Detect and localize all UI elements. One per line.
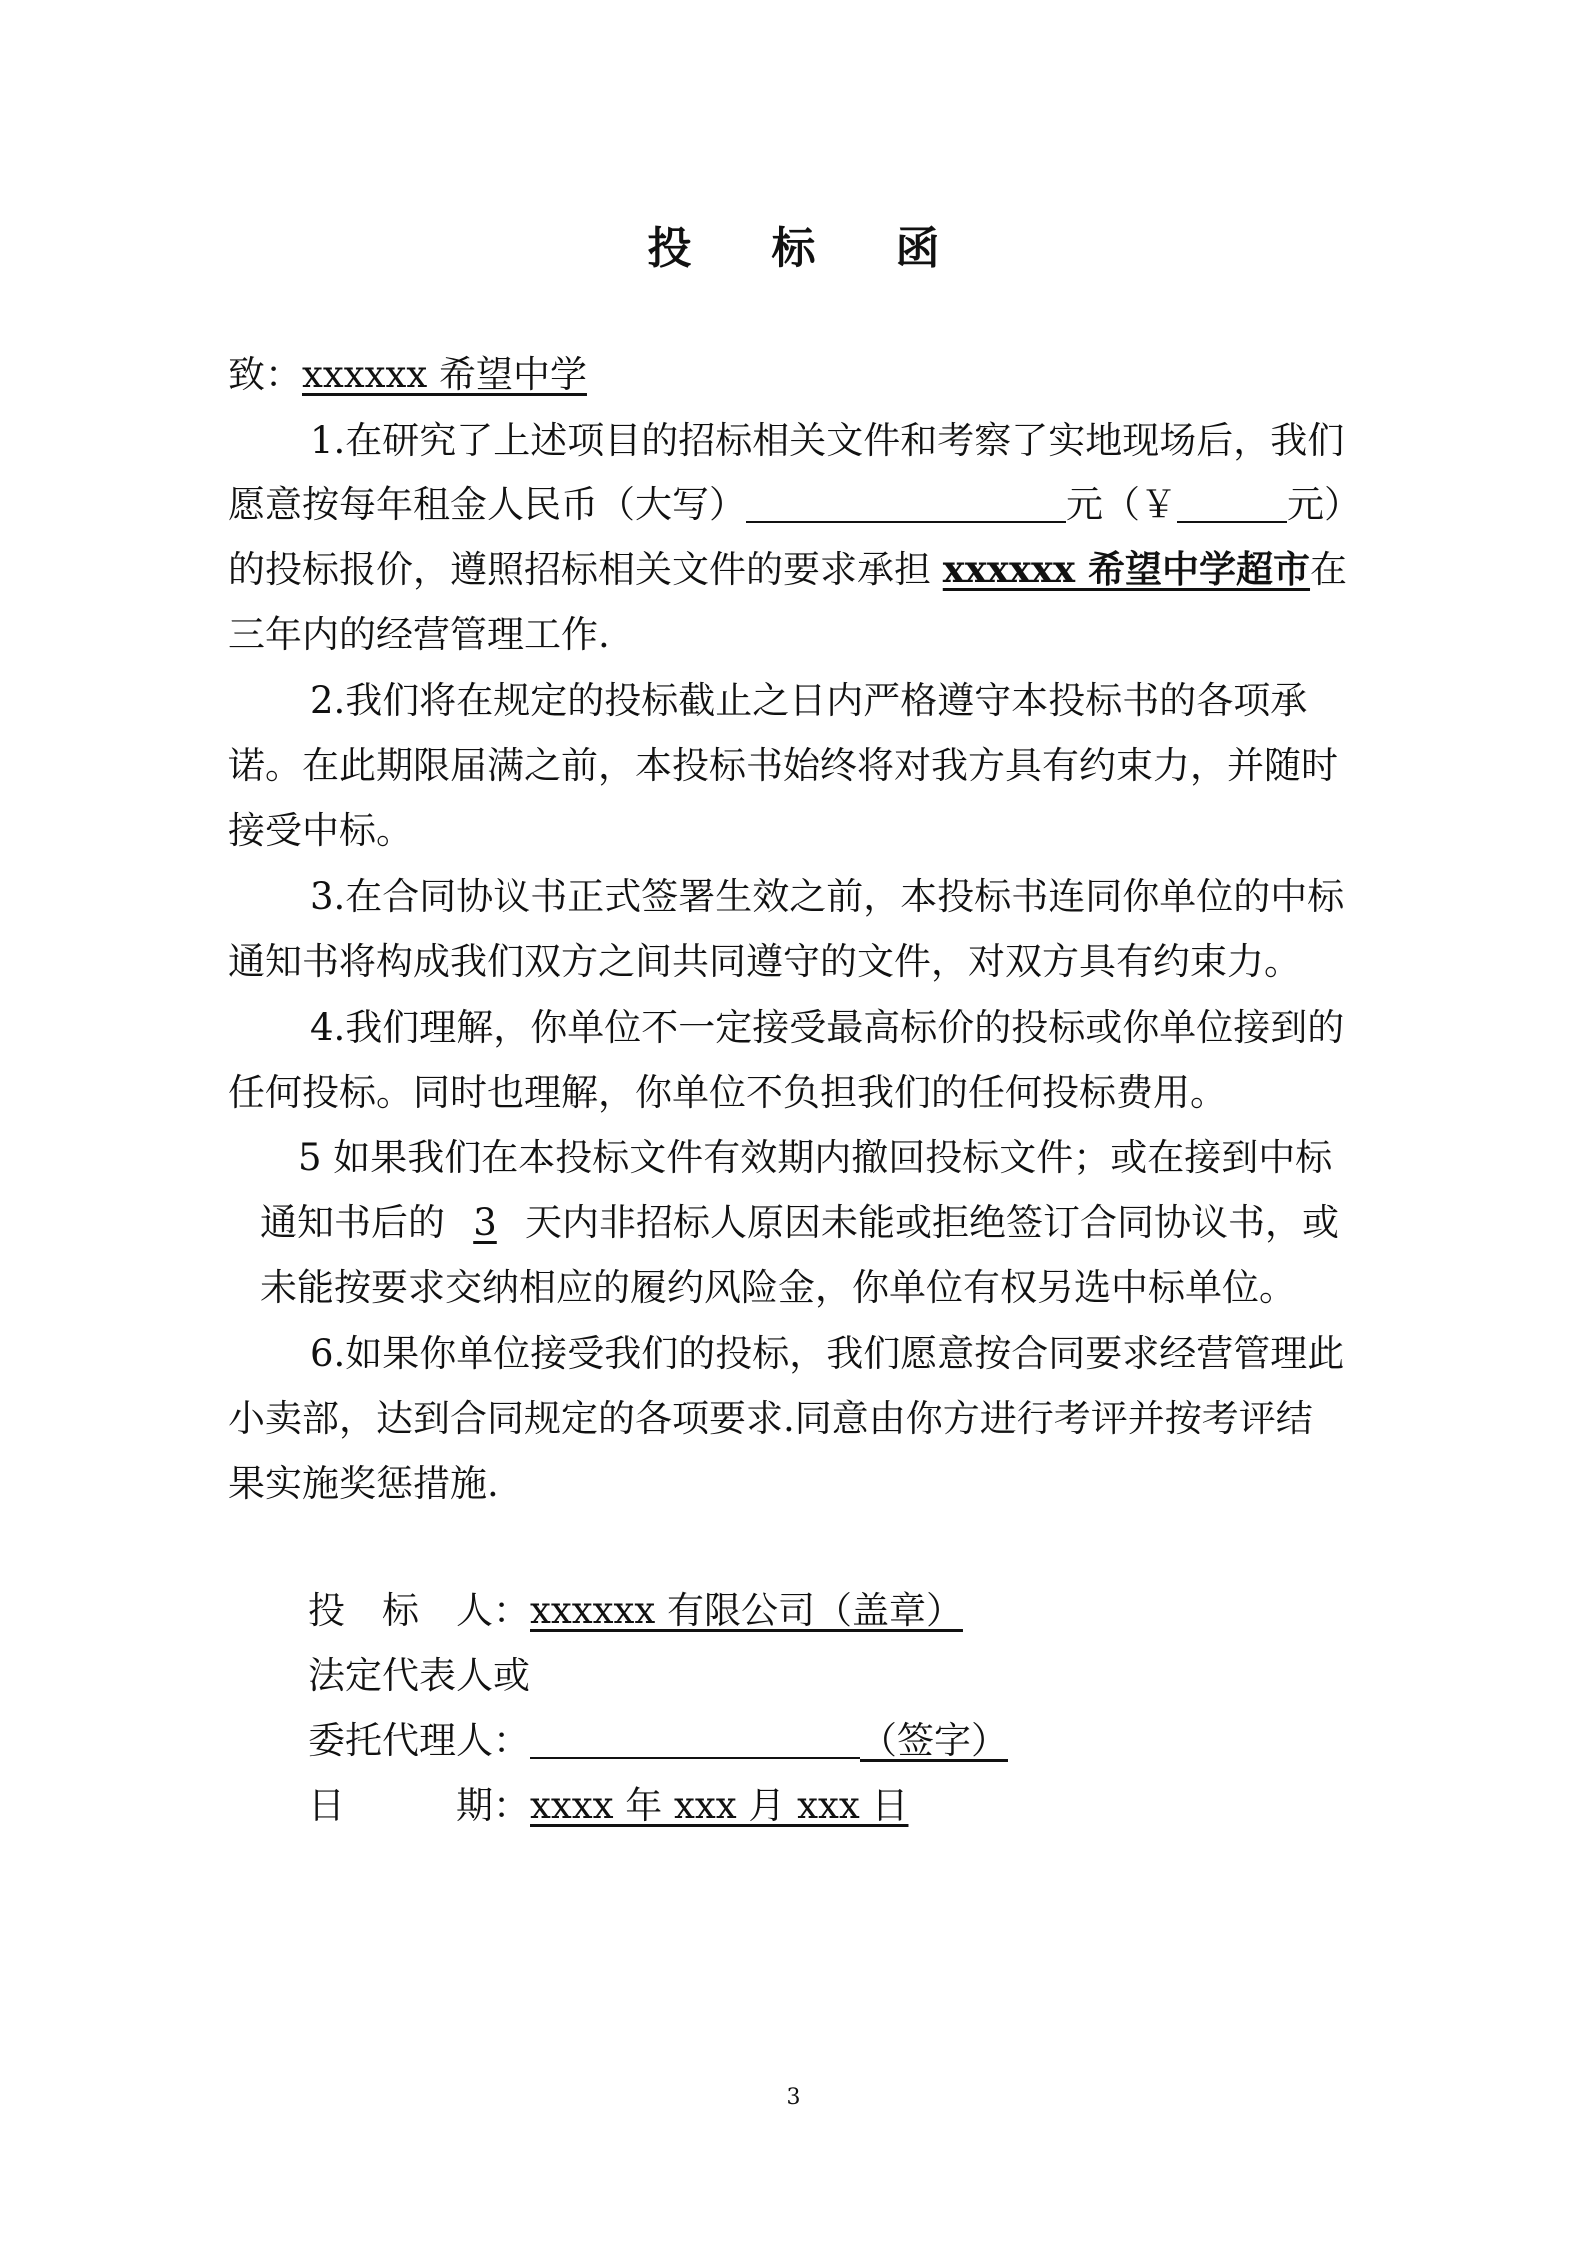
- p1-line3-c: 在: [1310, 548, 1348, 591]
- amount-number-blank: [1177, 477, 1287, 523]
- title-char: 投: [647, 223, 692, 274]
- date-line: [308, 1775, 908, 1829]
- p5-line2: [260, 1192, 1339, 1246]
- p6-line1: 6.如果你单位接受我们的投标，我们愿意按合同要求经营管理此: [310, 1332, 1345, 1375]
- days-value: 3: [473, 1201, 497, 1244]
- title-char: 函: [895, 223, 940, 274]
- legal-rep-line: 法定代表人或: [308, 1654, 530, 1697]
- p5-line1: 5 如果我们在本投标文件有效期内撤回投标文件；或在接到中标: [298, 1136, 1333, 1179]
- addressee-line: [228, 344, 587, 398]
- p6-line2: 小卖部，达到合同规定的各项要求.同意由你方进行考评并按考评结: [228, 1397, 1313, 1440]
- bidder-value: xxxxxx 有限公司（盖章）: [530, 1589, 963, 1632]
- p5-line2-a: 通知书后的: [260, 1201, 445, 1244]
- project-name: xxxxxx 希望中学超市: [942, 547, 1311, 591]
- addressee-prefix: 致：: [228, 353, 302, 396]
- p1-line4: 三年内的经营管理工作.: [228, 613, 610, 656]
- amount-words-blank: [746, 477, 1066, 523]
- p3-line1: 3.在合同协议书正式签署生效之前，本投标书连同你单位的中标: [310, 875, 1345, 918]
- p6-line3: 果实施奖惩措施.: [228, 1462, 499, 1505]
- p2-line1: 2.我们将在规定的投标截止之日内严格遵守本投标书的各项承: [310, 679, 1308, 722]
- p1-line1: 1.在研究了上述项目的招标相关文件和考察了实地现场后，我们: [310, 419, 1345, 462]
- title-char: 标: [771, 223, 816, 274]
- p5-line3: 未能按要求交纳相应的履约风险金，你单位有权另选中标单位。: [260, 1266, 1296, 1309]
- p1-line2: [228, 474, 1361, 528]
- bidder-line: [308, 1580, 963, 1634]
- agent-label: 委托代理人：: [308, 1719, 530, 1762]
- p4-line1: 4.我们理解，你单位不一定接受最高标价的投标或你单位接到的: [310, 1006, 1345, 1049]
- p1-line2-b: 元（￥: [1066, 483, 1177, 526]
- agent-line: [308, 1710, 1050, 1764]
- agent-signature-blank: [530, 1713, 860, 1759]
- agent-sign-note: （签字）: [860, 1719, 1008, 1762]
- p1-line3: [228, 539, 1347, 593]
- p5-line2-b: 天内非招标人原因未能或拒绝签订合同协议书，或: [525, 1201, 1339, 1244]
- date-value: xxxx 年 xxx 月 xxx 日: [530, 1784, 909, 1827]
- p1-line2-c: 元）: [1287, 483, 1361, 526]
- p3-line2: 通知书将构成我们双方之间共同遵守的文件，对双方具有约束力。: [228, 940, 1301, 983]
- p2-line2: 诺。在此期限届满之前，本投标书始终将对我方具有约束力，并随时: [228, 744, 1338, 787]
- p1-line2-a: 愿意按每年租金人民币（大写）: [228, 483, 746, 526]
- p4-line2: 任何投标。同时也理解，你单位不负担我们的任何投标费用。: [228, 1071, 1227, 1114]
- p2-line3: 接受中标。: [228, 809, 413, 852]
- page-title: [0, 212, 1587, 276]
- addressee-value: xxxxxx 希望中学: [302, 353, 587, 396]
- page-number: 3: [786, 2085, 801, 2110]
- bidder-label: 投 标 人：: [308, 1589, 530, 1632]
- date-label: 日 期：: [308, 1784, 530, 1827]
- p1-line3-a: 的投标报价，遵照招标相关文件的要求承担: [228, 548, 943, 591]
